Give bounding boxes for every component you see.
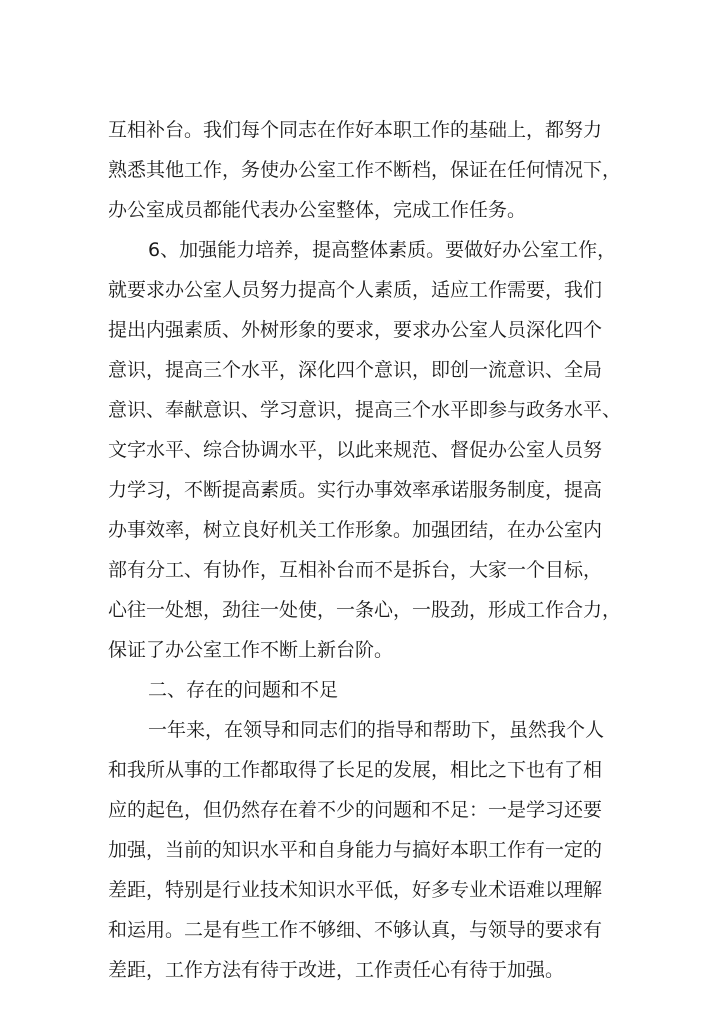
text-line: 差距，工作方法有待于改进，工作责任心有待于加强。 [108, 959, 565, 981]
text-line: 心往一处想，劲往一处使，一条心，一股劲，形成工作合力， [108, 599, 622, 621]
text-line: 6、加强能力培养，提高整体素质。要做好办公室工作， [148, 239, 617, 261]
text-line: 互相补台。我们每个同志在作好本职工作的基础上，都努力 [108, 119, 603, 141]
text-line: 意识、奉献意识、学习意识，提高三个水平即参与政务水平、 [108, 399, 622, 421]
text-line: 一年来，在领导和同志们的指导和帮助下，虽然我个人 [148, 719, 605, 741]
text-line: 和运用。二是有些工作不够细、不够认真，与领导的要求有 [108, 919, 603, 941]
text-line: 应的起色，但仍然存在着不少的问题和不足：一是学习还要 [108, 799, 603, 821]
text-line: 部有分工、有协作，互相补台而不是拆台，大家一个目标， [108, 559, 603, 581]
document-page [108, 110, 628, 990]
text-line: 力学习，不断提高素质。实行办事效率承诺服务制度，提高 [108, 479, 603, 501]
text-line: 保证了办公室工作不断上新台阶。 [108, 639, 394, 661]
text-line: 加强，当前的知识水平和自身能力与搞好本职工作有一定的 [108, 839, 603, 861]
text-line: 文字水平、综合协调水平，以此来规范、督促办公室人员努 [108, 439, 603, 461]
text-line: 提出内强素质、外树形象的要求，要求办公室人员深化四个 [108, 319, 603, 341]
text-line: 办事效率，树立良好机关工作形象。加强团结，在办公室内 [108, 519, 603, 541]
text-line: 就要求办公室人员努力提高个人素质，适应工作需要，我们 [108, 279, 603, 301]
text-line: 办公室成员都能代表办公室整体，完成工作任务。 [108, 199, 527, 221]
text-line: 和我所从事的工作都取得了长足的发展，相比之下也有了相 [108, 759, 603, 781]
section-heading: 二、存在的问题和不足 [148, 679, 339, 701]
text-line: 差距，特别是行业技术知识水平低，好多专业术语难以理解 [108, 879, 603, 901]
text-line: 意识，提高三个水平，深化四个意识，即创一流意识、全局 [108, 359, 603, 381]
text-line: 熟悉其他工作，务使办公室工作不断档，保证在任何情况下， [108, 159, 622, 181]
